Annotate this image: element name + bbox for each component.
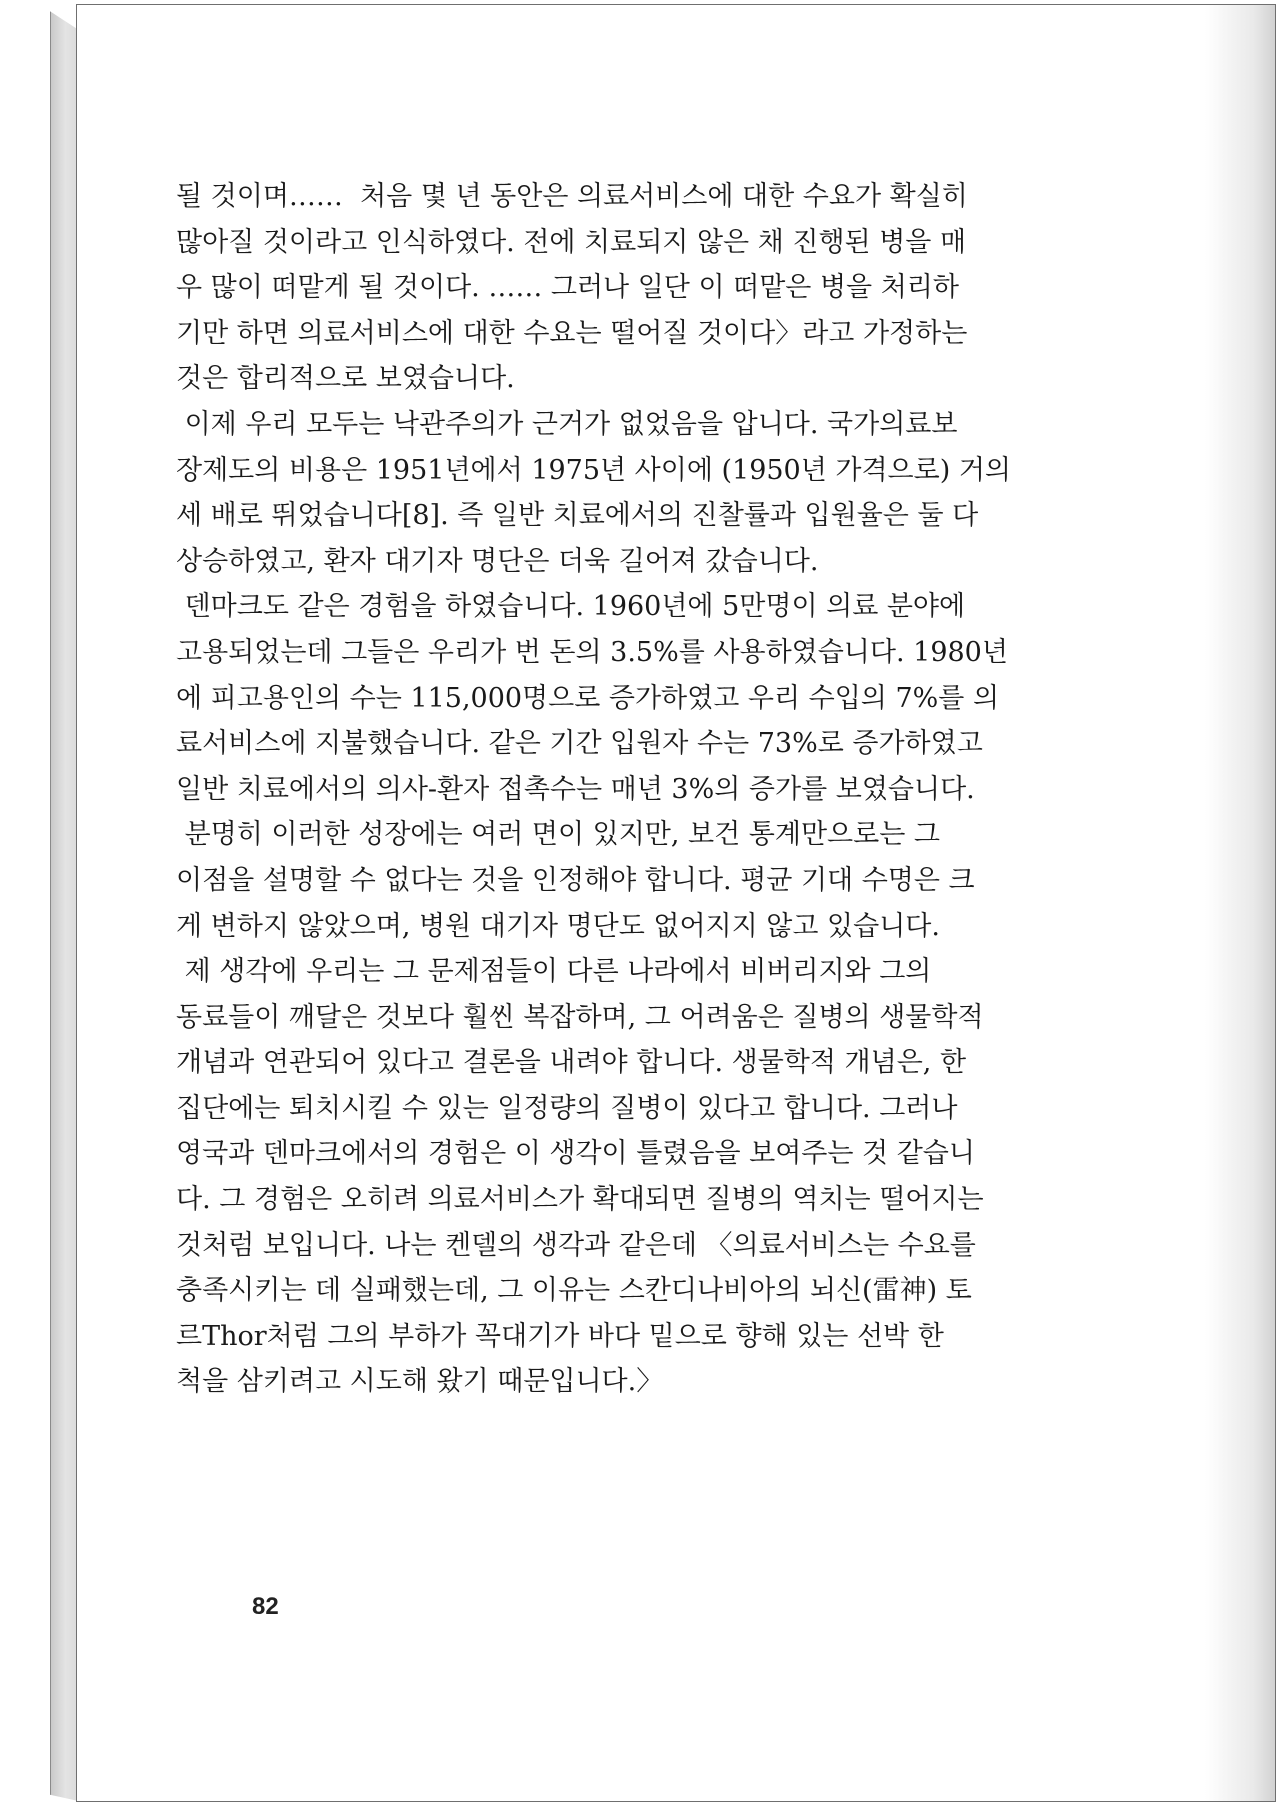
text-line: 될 것이며…… 처음 몇 년 동안은 의료서비스에 대한 수요가 확실히 (176, 181, 968, 212)
text-line: 많아질 것이라고 인식하였다. 전에 치료되지 않은 채 진행된 병을 매 (176, 226, 967, 258)
text-line: 충족시키는 데 실패했는데, 그 이유는 스칸디나비아의 뇌신(雷神) 토 (176, 1275, 972, 1307)
text-line: 장제도의 비용은 1951년에서 1975년 사이에 (1950년 가격으로) 거의 (176, 454, 1012, 486)
body-text (176, 174, 1148, 1405)
text-line: 에 피고용인의 수는 115,000명으로 증가하였고 우리 수입의 7%를 의 (176, 682, 1000, 714)
text-line: 개념과 연관되어 있다고 결론을 내려야 합니다. 생물학적 개념은, 한 (176, 1047, 967, 1079)
text-line: 동료들이 깨달은 것보다 훨씬 복잡하며, 그 어려움은 질병의 생물학적 (176, 1001, 984, 1033)
text-line: 게 변하지 않았으며, 병원 대기자 명단도 없어지지 않고 있습니다. (176, 910, 940, 942)
text-line: 르Thor처럼 그의 부하가 꼭대기가 바다 밑으로 향해 있는 선박 한 (176, 1320, 944, 1352)
text-line: 것은 합리적으로 보였습니다. (176, 363, 515, 395)
text-line: 이점을 설명할 수 없다는 것을 인정해야 합니다. 평균 기대 수명은 크 (176, 864, 975, 896)
text-line: 이제 우리 모두는 낙관주의가 근거가 없었음을 압니다. 국가의료보 (176, 408, 958, 440)
page-number: 82 (252, 1593, 279, 1620)
text-line: 영국과 덴마크에서의 경험은 이 생각이 틀렸음을 보여주는 것 같습니 (176, 1138, 975, 1170)
text-line: 료서비스에 지불했습니다. 같은 기간 입원자 수는 73%로 증가하였고 (176, 728, 983, 760)
text-line: 것처럼 보입니다. 나는 켄델의 생각과 같은데 〈의료서비스는 수요를 (176, 1229, 976, 1261)
text-line: 일반 치료에서의 의사-환자 접촉수는 매년 3%의 증가를 보였습니다. (176, 773, 975, 805)
page-edge-shadow (1205, 5, 1275, 1801)
text-line: 척을 삼키려고 시도해 왔기 때문입니다.〉 (176, 1366, 664, 1398)
text-line: 다. 그 경험은 오히려 의료서비스가 확대되면 질병의 역치는 떨어지는 (176, 1184, 984, 1216)
text-line: 상승하였고, 환자 대기자 명단은 더욱 길어져 갔습니다. (176, 545, 819, 577)
text-line: 고용되었는데 그들은 우리가 번 돈의 3.5%를 사용하였습니다. 1980년 (176, 636, 1008, 668)
text-line: 세 배로 뛰었습니다[8]. 즉 일반 치료에서의 진찰률과 입원율은 둘 다 (176, 500, 979, 532)
text-line: 우 많이 떠맡게 될 것이다. …… 그러나 일단 이 떠맡은 병을 처리하 (176, 272, 959, 304)
text-line: 집단에는 퇴치시킬 수 있는 일정량의 질병이 있다고 합니다. 그러나 (176, 1092, 958, 1124)
text-line: 제 생각에 우리는 그 문제점들이 다른 나라에서 비버리지와 그의 (176, 956, 932, 988)
text-line: 분명히 이러한 성장에는 여러 면이 있지만, 보건 통계만으로는 그 (176, 819, 940, 851)
text-line: 기만 하면 의료서비스에 대한 수요는 떨어질 것이다〉라고 가정하는 (176, 317, 968, 349)
text-line: 덴마크도 같은 경험을 하였습니다. 1960년에 5만명이 의료 분야에 (176, 591, 966, 623)
